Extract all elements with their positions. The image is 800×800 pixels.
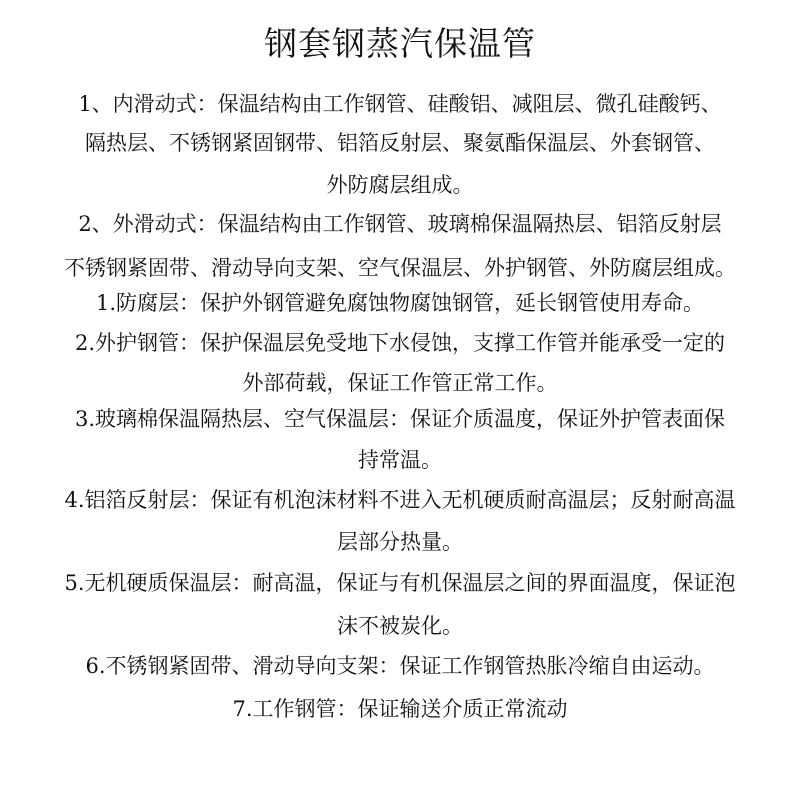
text-line: 7.工作钢管：保证输送介质正常流动	[232, 697, 568, 721]
text-line: 隔热层、不锈钢紧固钢带、铝箔反射层、聚氨酯保温层、外套钢管、	[85, 131, 715, 155]
text-line: 外防腐层组成。	[326, 173, 474, 197]
text-line: 2、外滑动式：保温结构由工作钢管、玻璃棉保温隔热层、铝箔反射层	[78, 212, 722, 236]
text-line: 6.不锈钢紧固带、滑动导向支架：保证工作钢管热胀冷缩自由运动。	[85, 654, 715, 678]
text-line: 4.铝箔反射层：保证有机泡沫材料不进入无机硬质耐高温层；反射耐高温	[64, 488, 736, 512]
text-line: 层部分热量。	[337, 530, 463, 554]
text-line: 3.玻璃棉保温隔热层、空气保温层：保证介质温度，保证外护管表面保	[74, 407, 726, 431]
text-line: 沫不被炭化。	[337, 614, 463, 638]
text-line: 外部荷载，保证工作管正常工作。	[242, 371, 558, 395]
text-line: 持常温。	[358, 448, 442, 472]
text-line: 1、内滑动式：保温结构由工作钢管、硅酸铝、减阻层、微孔硅酸钙、	[78, 92, 722, 116]
page-title: 钢套钢蒸汽保温管	[264, 24, 536, 63]
text-line: 1.防腐层：保护外钢管避免腐蚀物腐蚀钢管，延长钢管使用寿命。	[95, 291, 705, 315]
text-line: 5.无机硬质保温层：耐高温，保证与有机保温层之间的界面温度，保证泡	[64, 571, 736, 595]
text-line: 2.外护钢管：保护保温层免受地下水侵蚀，支撑工作管并能承受一定的	[74, 331, 726, 355]
text-line: 不锈钢紧固带、滑动导向支架、空气保温层、外护钢管、外防腐层组成。	[64, 256, 736, 280]
